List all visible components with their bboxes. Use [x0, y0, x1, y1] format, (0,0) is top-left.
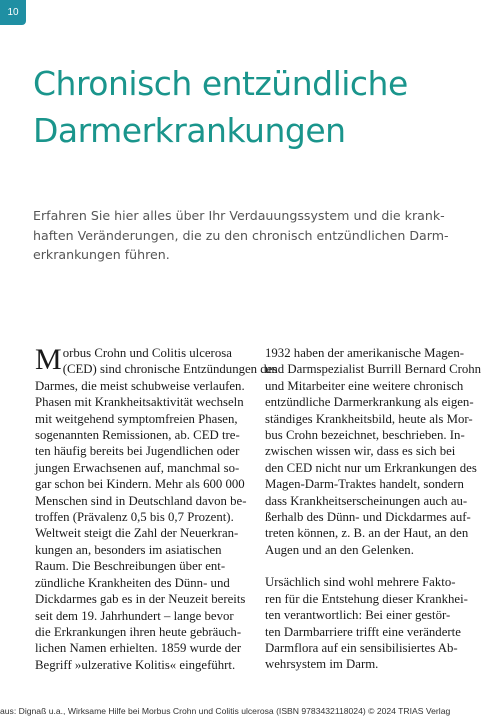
- body-line: Raum. Die Beschreibungen über ent-: [35, 559, 226, 574]
- body-line: Phasen mit Krankheitsaktivität wechseln: [35, 395, 244, 410]
- body-column-right: [265, 345, 482, 673]
- paragraph: [265, 345, 482, 558]
- body-line: zündliche Krankheiten des Dünn- und: [35, 575, 230, 590]
- body-line: wehrsystem im Darm.: [265, 657, 379, 672]
- body-line: 1932 haben der amerikanische Magen-: [265, 346, 464, 360]
- page-number: 10: [7, 7, 19, 18]
- page-number-badge: [0, 0, 26, 25]
- body-line: die Erkrankungen ihren heute gebräuch-: [35, 624, 242, 639]
- intro-line: haften Veränderungen, die zu den chronisch entzündlichen Darm-: [33, 227, 449, 243]
- paragraph: [265, 574, 477, 672]
- body-line: den CED nicht nur um Erkrankungen des: [265, 460, 477, 475]
- body-line: ren für die Entstehung dieser Krankhei-: [265, 591, 468, 606]
- body-line: ten verantwortlich: Bei einer gestör-: [265, 608, 451, 623]
- body-line: orbus Crohn und Colitis ulcerosa: [62, 346, 232, 360]
- intro-line: Erfahren Sie hier alles über Ihr Verdauungssystem und die krank-: [33, 208, 445, 223]
- body-line: Weltweit steigt die Zahl der Neuerkran-: [35, 526, 239, 541]
- body-line: bus Crohn bezeichnet, beschrieben. In-: [265, 428, 465, 443]
- body-line: Darmflora auf ein sensibilisiertes Ab-: [265, 640, 458, 655]
- body-line: entzündliche Darmerkrankung als eigen-: [265, 395, 474, 410]
- chapter-title: [33, 60, 473, 154]
- body-line: und Darmspezialist Burrill Bernard Crohn: [265, 362, 482, 377]
- body-line: dass Krankheitserscheinungen auch au-: [265, 493, 468, 508]
- body-line: kungen an, besonders im asiatischen: [35, 542, 222, 557]
- body-line: Ursächlich sind wohl mehrere Fakto-: [265, 575, 456, 590]
- body-line: Magen-Darm-Traktes handelt, sondern: [265, 477, 464, 492]
- chapter-title-line: Chronisch entzündliche: [33, 64, 408, 103]
- body-line: jungen Erwachsenen auf, manchmal so-: [35, 460, 240, 475]
- body-line: troffen (Prävalenz 0,5 bis 0,7 Prozent).: [35, 510, 234, 525]
- body-line: Begriff »ulzerative Kolitis« eingeführt.: [35, 657, 236, 672]
- body-column-left: [35, 343, 278, 673]
- body-line: Menschen sind in Deutschland davon be-: [35, 493, 247, 508]
- source-footer: aus: Dignaß u.a., Wirksame Hilfe bei Morbus Crohn und Colitis ulcerosa (ISBN 9783432118024) © 2024 TRIAS Verlag: [0, 706, 451, 716]
- body-line: ten Darmbarriere trifft eine veränderte: [265, 624, 461, 639]
- body-line: mit weitgehend symptomfreien Phasen,: [35, 411, 238, 426]
- paragraph-gap: [265, 558, 477, 574]
- chapter-title-line: Darmerkrankungen: [33, 111, 346, 150]
- body-line: (CED) sind chronische Entzündungen des: [62, 362, 278, 377]
- body-line: treten können, z. B. an der Haut, an den: [265, 526, 469, 541]
- body-line: ständiges Krankheitsbild, heute als Mor-: [265, 411, 473, 426]
- drop-cap: M: [35, 343, 62, 376]
- chapter-intro: [33, 206, 463, 265]
- body-line: und Mitarbeiter eine weitere chronisch: [265, 378, 464, 393]
- body-line: lichen Namen erhielten. 1859 wurde der: [35, 641, 242, 656]
- body-line: ten häufig bereits bei Jugendlichen oder: [35, 444, 240, 459]
- body-line: gar schon bei Kindern. Mehr als 600 000: [35, 477, 245, 492]
- intro-line: erkrankungen führen.: [33, 247, 170, 262]
- body-line: Dickdarmes gab es in der Neuzeit bereits: [35, 592, 246, 607]
- body-line: zwischen wissen wir, dass es sich bei: [265, 444, 456, 459]
- body-line: Augen und an den Gelenken.: [265, 542, 414, 557]
- body-line: seit dem 19. Jahrhundert – lange bevor: [35, 608, 234, 623]
- body-line: sogenannten Remissionen, ab. CED tre-: [35, 428, 240, 443]
- body-line: Darmes, die meist schubweise verlaufen.: [35, 378, 245, 393]
- body-line: ßerhalb des Dünn- und Dickdarmes auf-: [265, 510, 471, 525]
